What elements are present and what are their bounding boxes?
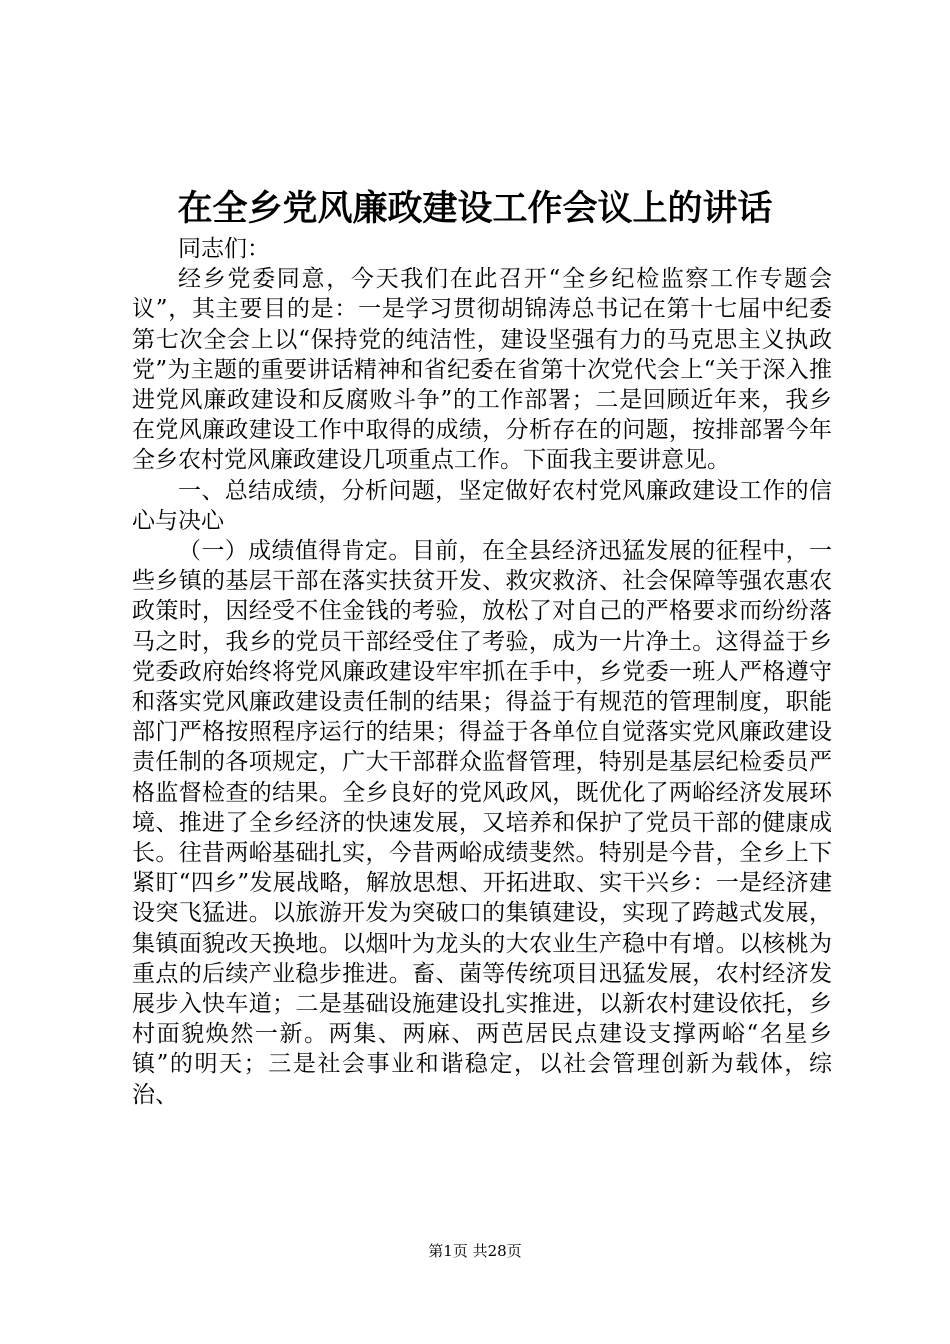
salutation-paragraph: 同志们：: [178, 236, 270, 262]
section-heading-paragraph: 一、总结成绩，分析问题，坚定做好农村党风廉政建设工作的信心与决心: [132, 477, 832, 534]
page-footer: 第1页 共28页: [428, 1242, 522, 1260]
achievements-paragraph: （一）成绩值得肯定。目前，在全县经济迅猛发展的征程中，一些乡镇的基层干部在落实扶贫开发、救灾救济、社会保障等强农惠农政策时，因经受不住金钱的考验，放松了对自己的严格要求而纷纷落马之时，我乡的党员干部经受住了考验，成为一片净土。这得益于乡党委政府始终将党风廉政建设牢牢抓在手中，乡党委一班人严格遵守和落实党风廉政建设责任制的结果；得益于有规范的管理制度，职能部门严格按照程序运行的结果；得益于各单位自觉落实党风廉政建设责任制的各项规定，广大干部群众监督管理，特别是基层纪检委员严格监督检查的结果。全乡良好的党风政风，既优化了两峪经济发展环境、推进了全乡经济的快速发展，又培养和保护了党员干部的健康成长。往昔两峪基础扎实，今昔两峪成绩斐然。特别是今昔，全乡上下紧盯“四乡”发展战略，解放思想、开拓进取、实干兴乡：一是经济建设突飞猛进。以旅游开发为突破口的集镇建设，实现了跨越式发展，集镇面貌改天换地。以烟叶为龙头的大农业生产稳中有增。以核桃为重点的后续产业稳步推进。畜、菌等传统项目迅猛发展，农村经济发展步入快车道；二是基础设施建设扎实推进，以新农村建设依托，乡村面貌焕然一新。两集、两麻、两芭居民点建设支撑两峪“名星乡镇”的明天；三是社会事业和谐稳定，以社会管理创新为载体，综治、: [132, 538, 832, 1108]
document-body: [132, 234, 832, 1110]
document-title: 在全乡党风廉政建设工作会议上的讲话: [177, 188, 773, 229]
intro-paragraph: 经乡党委同意，今天我们在此召开“全乡纪检监察工作专题会议”，其主要目的是：一是学习贯彻胡锦涛总书记在第十七届中纪委第七次全会上以“保持党的纯洁性，建设坚强有力的马克思主义执政党”为主题的重要讲话精神和省纪委在省第十次党代会上“关于深入推进党风廉政建设和反腐败斗争”的工作部署；二是回顾近年来，我乡在党风廉政建设工作中取得的成绩，分析存在的问题，按排部署今年全乡农村党风廉政建设几项重点工作。下面我主要讲意见。: [132, 266, 832, 474]
